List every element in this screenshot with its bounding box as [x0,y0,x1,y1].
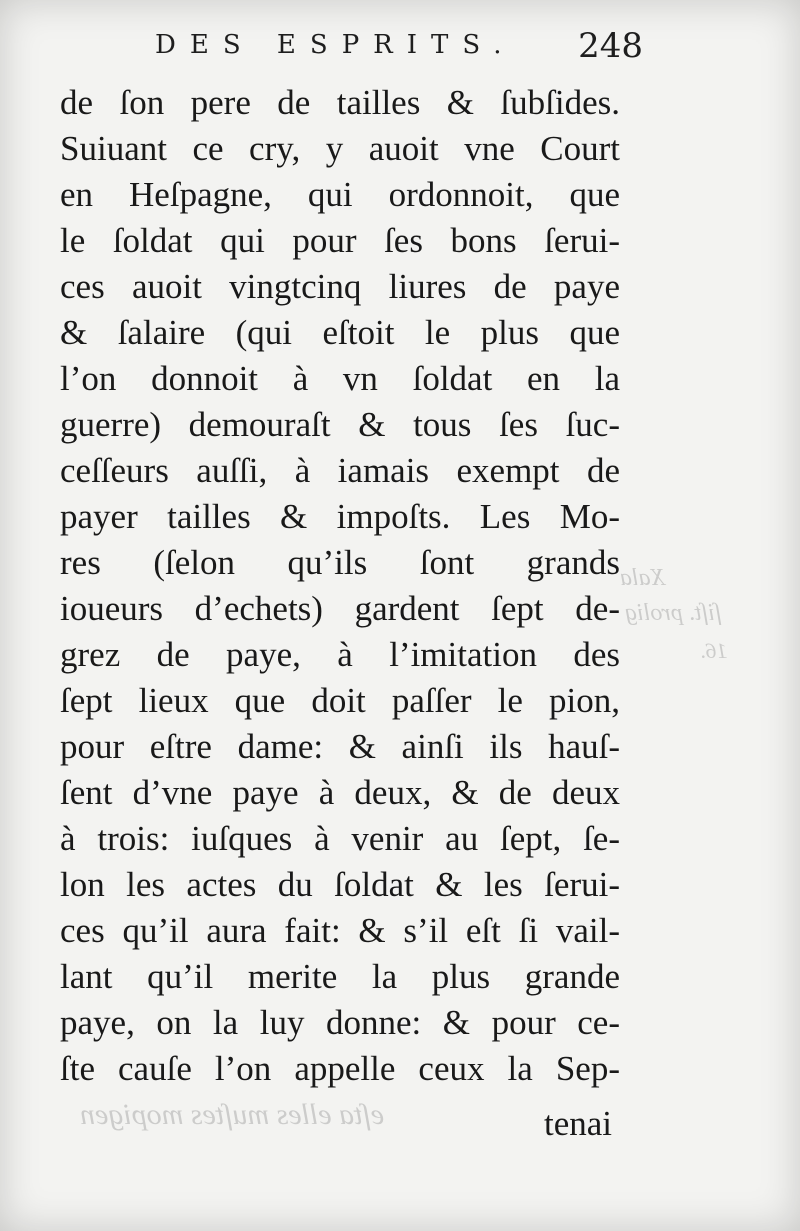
text-line: pour eſtre dame: & ainſi ils hauſ- [60,727,620,766]
text-line: Suiuant ce cry, y auoit vne Court [60,129,620,168]
text-line: ſent d’vne paye à deux, & de deux [60,773,620,812]
running-head: DES ESPRITS. [155,30,516,60]
text-line: ſte cauſe l’on appelle ceux la Sep- [60,1049,620,1088]
bleed-through-marginal-note: 16. [700,638,728,663]
text-line: ceſſeurs auſſi, à iamais exempt de [60,451,620,490]
bleed-through-marginal-note: ſiſt. prolig [625,600,722,626]
bleed-through-text: eſta elles muſtes mopigen [80,1098,385,1131]
text-line: ces qu’il aura fait: & s’il eſt ſi vail- [60,911,620,950]
body-text [60,80,620,1092]
catchword: tenai [543,1104,612,1143]
text-line: le ſoldat qui pour ſes bons ſerui- [60,221,620,260]
text-line: en Heſpagne, qui ordonnoit, que [60,175,620,214]
bleed-through-marginal-note: Xala [620,565,666,591]
text-line: payer tailles & impoſts. Les Mo- [60,497,620,536]
text-line: ioueurs d’echets) gardent ſept de- [60,589,620,628]
text-line: à trois: iuſques à venir au ſept, ſe- [60,819,620,858]
page-number: 248 [578,26,643,66]
text-line: ſept lieux que doit paſſer le pion, [60,681,620,720]
text-line: paye, on la luy donne: & pour ce- [60,1003,620,1042]
text-line: guerre) demouraſt & tous ſes ſuc- [60,405,620,444]
text-line: l’on donnoit à vn ſoldat en la [60,359,620,398]
page-header [60,26,645,76]
text-line: lon les actes du ſoldat & les ſerui- [60,865,620,904]
text-line: res (ſelon qu’ils ſont grands [60,543,620,582]
text-line: ces auoit vingtcinq liures de paye [60,267,620,306]
text-line: grez de paye, à l’imitation des [60,635,620,674]
text-line: & ſalaire (qui eſtoit le plus que [60,313,620,352]
text-line: lant qu’il merite la plus grande [60,957,620,996]
text-line: de ſon pere de tailles & ſubſides. [60,83,620,122]
